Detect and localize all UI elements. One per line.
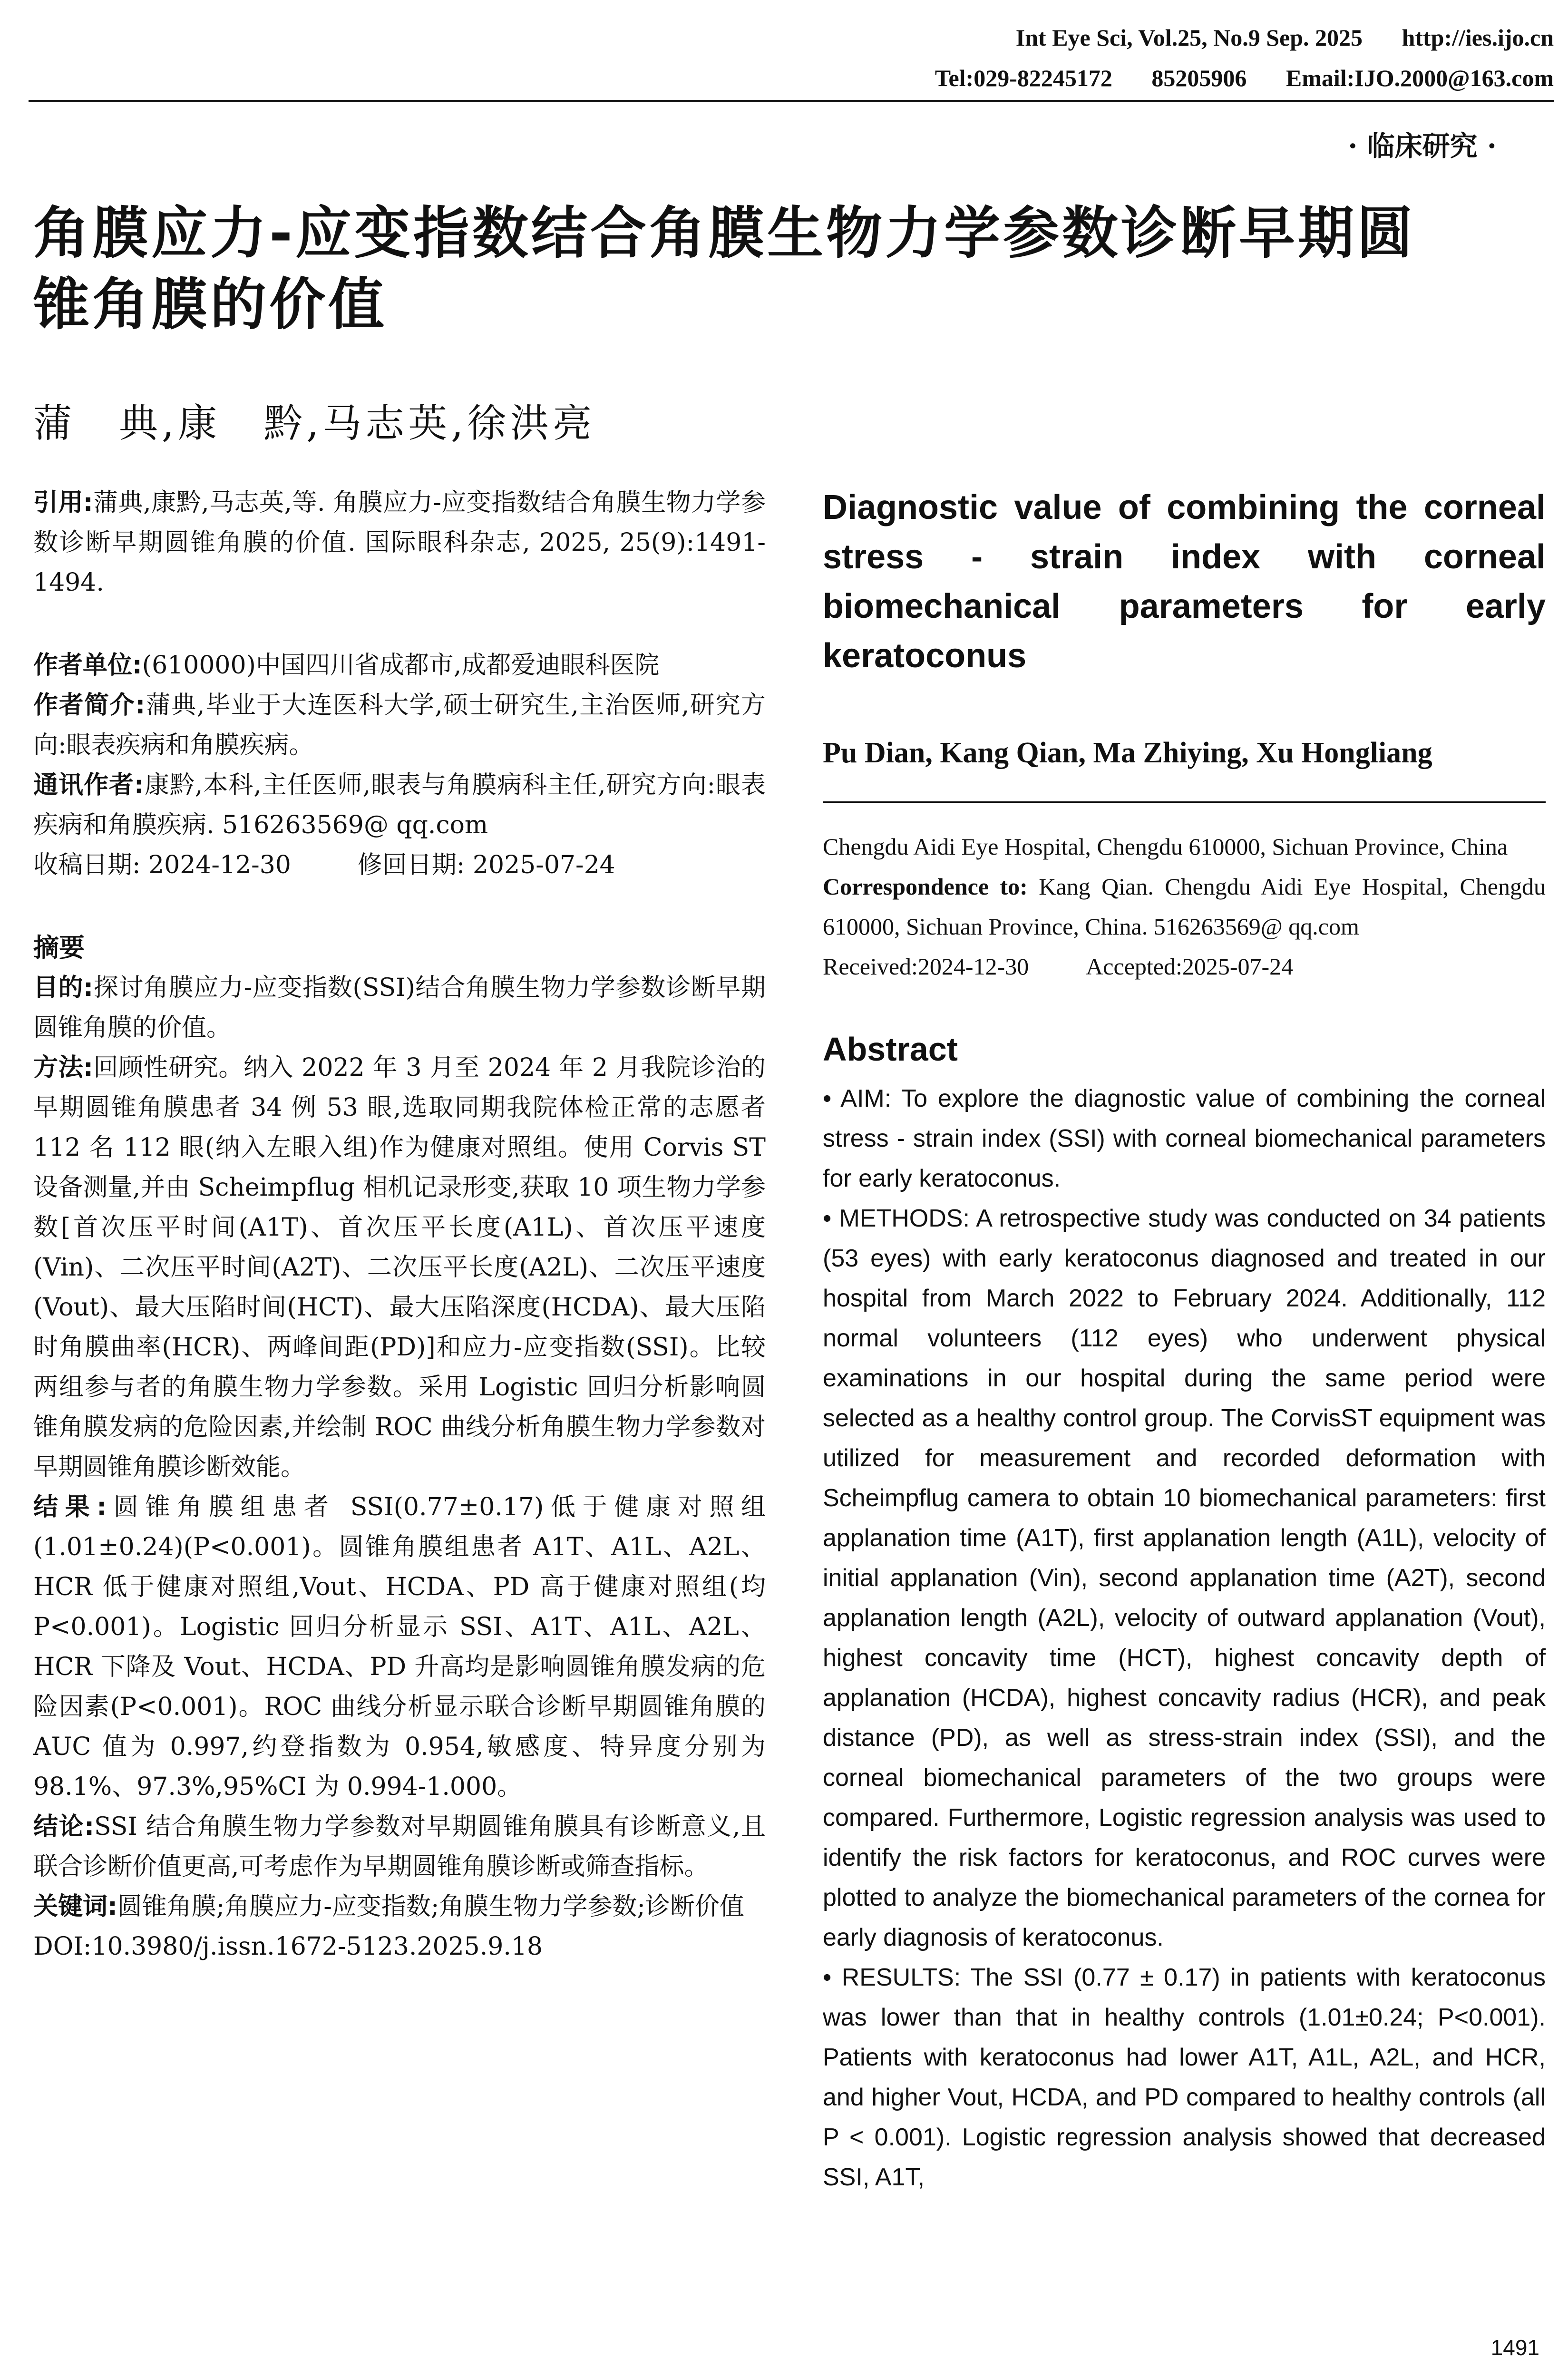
results-en bbox=[823, 1958, 1546, 2197]
article-title-cn-line2: 锥角膜的价值 bbox=[33, 272, 388, 337]
author-bio-label: 作者简介: bbox=[33, 691, 146, 720]
correspondence-en bbox=[823, 867, 1546, 946]
bullet-icon: • bbox=[823, 1964, 832, 1991]
results-label-en: RESULTS: bbox=[841, 1964, 961, 1991]
author-bio-text: 蒲典,毕业于大连医科大学,硕士研究生,主治医师,研究方向:眼表疾病和角膜疾病。 bbox=[33, 691, 766, 760]
journal-info: Int Eye Sci, Vol.25, No.9 Sep. 2025 bbox=[1015, 24, 1363, 51]
journal-url[interactable]: http://ies.ijo.cn bbox=[1402, 24, 1554, 51]
abstract-heading-cn: 摘要 bbox=[33, 933, 85, 963]
conclusion-cn bbox=[33, 1807, 766, 1887]
received-date-en: Received:2024-12-30 bbox=[823, 953, 1029, 980]
doi[interactable]: DOI:10.3980/j.issn.1672-5123.2025.9.18 bbox=[33, 1932, 543, 1961]
citation bbox=[33, 483, 766, 603]
results-text-cn: 圆锥角膜组患者 SSI(0.77±0.17)低于健康对照组(1.01±0.24)(P<0.001)。圆锥角膜组患者 A1T、A1L、A2L、HCR 低于健康对照组,Vout、HCDA、PD 高于健康对照组(均 P<0.001)。Logistic 回归分析显示 SSI、A1T、A1L、A2L、HCR 下降及 Vout、HCDA、PD 升高均是影响圆锥角膜发病的危险因素(P<0.001)。ROC 曲线分析显示联合诊断早期圆锥角膜的 AUC 值为 0.997,约登指数为 0.954,敏感度、特异度分别为 98.1%、97.3%,95%CI 为 0.994-1.000。 bbox=[33, 1493, 766, 1801]
keywords-label-cn: 关键词: bbox=[33, 1892, 117, 1921]
authors-cn: 蒲 典,康 黔,马志英,徐洪亮 bbox=[33, 401, 596, 446]
journal-tel: Tel:029-82245172 bbox=[935, 65, 1112, 91]
author-bio bbox=[33, 685, 766, 765]
aim-en bbox=[823, 1079, 1546, 1198]
author-unit-label: 作者单位: bbox=[33, 651, 142, 680]
methods-text-cn: 回顾性研究。纳入 2022 年 3 月至 2024 年 2 月我院诊治的早期圆锥角膜患者 34 例 53 眼,选取同期我院体检正常的志愿者 112 名 112 眼(纳入左眼入组)作为健康对照组。使用 Corvis ST 设备测量,并由 Scheimpflug 相机记录形变,获取 10 项生物力学参数[首次压平时间(A1T)、首次压平长度(A1L)、首次压平速度(Vin)、二次压平时间(A2T)、二次压平长度(A2L)、二次压平速度(Vout)、最大压陷时间(HCT)、最大压陷深度(HCDA)、最大压陷时角膜曲率(HCR)、两峰间距(PD)]和应力-应变指数(SSI)。比较两组参与者的角膜生物力学参数。采用 Logistic 回归分析影响圆锥角膜发病的危险因素,并绘制 ROC 曲线分析角膜生物力学参数对早期圆锥角膜诊断效能。 bbox=[33, 1053, 766, 1481]
corresponding-label: 通讯作者: bbox=[33, 771, 144, 799]
conclusion-label-cn: 结论: bbox=[33, 1812, 94, 1841]
corresponding-text: 康黔,本科,主任医师,眼表与角膜病科主任,研究方向:眼表疾病和角膜疾病. 516263569@ qq.com bbox=[33, 771, 766, 839]
citation-text: 蒲典,康黔,马志英,等. 角膜应力-应变指数结合角膜生物力学参数诊断早期圆锥角膜的价值. 国际眼科杂志, 2025, 25(9):1491-1494. bbox=[33, 488, 766, 597]
dates-cn bbox=[33, 845, 766, 885]
revised-date-cn: 修回日期: 2025-07-24 bbox=[357, 851, 615, 879]
results-label-cn: 结果: bbox=[33, 1493, 107, 1521]
abstract-heading-en: Abstract bbox=[823, 1031, 958, 1068]
correspondence-label-en: Correspondence to: bbox=[823, 873, 1028, 900]
bullet-icon: • bbox=[823, 1205, 832, 1232]
aim-label-cn: 目的: bbox=[33, 974, 94, 1002]
left-column bbox=[33, 483, 766, 1967]
abstract-en bbox=[823, 1079, 1546, 2197]
citation-label: 引用: bbox=[33, 488, 93, 517]
affiliation-block-en bbox=[823, 827, 1546, 986]
conclusion-text-cn: SSI 结合角膜生物力学参数对早期圆锥角膜具有诊断意义,且联合诊断价值更高,可考虑作为早期圆锥角膜诊断或筛查指标。 bbox=[33, 1812, 766, 1881]
author-unit bbox=[33, 645, 766, 685]
section-tag: · 临床研究 · bbox=[1348, 130, 1497, 162]
correspondence-text-en: Kang Qian. Chengdu Aidi Eye Hospital, Chengdu 610000, Sichuan Province, China. 516263569@ qq.com bbox=[823, 873, 1546, 940]
corresponding-author bbox=[33, 765, 766, 845]
article-title-cn-line1: 角膜应力-应变指数结合角膜生物力学参数诊断早期圆 bbox=[33, 200, 1416, 266]
authors-en: Pu Dian, Kang Qian, Ma Zhiying, Xu Hongliang bbox=[823, 737, 1432, 769]
author-unit-text: (610000)中国四川省成都市,成都爱迪眼科医院 bbox=[142, 651, 660, 680]
aim-cn bbox=[33, 968, 766, 1048]
methods-label-en: METHODS: bbox=[839, 1205, 970, 1232]
right-column bbox=[823, 483, 1546, 2197]
journal-email[interactable]: Email:IJO.2000@163.com bbox=[1286, 65, 1554, 91]
keywords-cn bbox=[33, 1887, 766, 1927]
dates-en bbox=[823, 946, 1546, 986]
page-number: 1491 bbox=[1490, 2335, 1539, 2360]
accepted-date-en: Accepted:2025-07-24 bbox=[1086, 953, 1294, 980]
journal-tel2: 85205906 bbox=[1151, 65, 1247, 91]
received-date-cn: 收稿日期: 2024-12-30 bbox=[33, 851, 291, 879]
authors-rule bbox=[823, 801, 1546, 803]
affiliation-en: Chengdu Aidi Eye Hospital, Chengdu 610000, Sichuan Province, China bbox=[823, 833, 1508, 860]
aim-text-cn: 探讨角膜应力-应变指数(SSI)结合角膜生物力学参数诊断早期圆锥角膜的价值。 bbox=[33, 974, 766, 1042]
journal-header-line1 bbox=[1016, 24, 1554, 51]
methods-en bbox=[823, 1198, 1546, 1958]
article-title-cn bbox=[33, 197, 1546, 340]
aim-label-en: AIM: bbox=[840, 1085, 892, 1112]
methods-text-en: A retrospective study was conducted on 34 patients (53 eyes) with early keratoconus diagnosed and treated in our hospital from March 2022 to February 2024. Additionally, 112 normal volunteers (112 eyes) who underwent physical examinations in our hospital during the same period were selected as a healthy control group. The CorvisST equipment was utilized for measurement and recorded deformation with Scheimpflug camera to obtain 10 biomechanical parameters: first applanation time (A1T), first applanation length (A1L), velocity of initial applanation (Vin), second applanation time (A2T), second applanation length (A2L), velocity of outward applanation (Vout), highest concavity time (HCT), highest concavity depth of applanation (HCDA), highest concavity radius (HCR), and peak distance (PD), as well as stress-strain index (SSI), and the corneal biomechanical parameters of the two groups were compared. Furthermore, Logistic regression analysis was used to identify the risk factors for keratoconus, and ROC curves were plotted to analyze the biomechanical parameters of the cornea for early diagnosis of keratoconus. bbox=[823, 1205, 1546, 1951]
journal-header-line2 bbox=[935, 64, 1554, 92]
methods-label-cn: 方法: bbox=[33, 1053, 93, 1082]
methods-cn bbox=[33, 1048, 766, 1487]
bullet-icon: • bbox=[823, 1085, 832, 1112]
aim-text-en: To explore the diagnostic value of combining the corneal stress - strain index (SSI) with corneal biomechanical parameters for early keratoconus. bbox=[823, 1085, 1546, 1192]
header-rule bbox=[29, 100, 1554, 102]
keywords-text-cn: 圆锥角膜;角膜应力-应变指数;角膜生物力学参数;诊断价值 bbox=[117, 1892, 744, 1921]
results-cn bbox=[33, 1487, 766, 1807]
results-text-en: The SSI (0.77 ± 0.17) in patients with keratoconus was lower than that in healthy controls (1.01±0.24; P<0.001). Patients with keratoconus had lower A1T, A1L, A2L, and HCR, and higher Vout, HCDA, and PD compared to healthy controls (all P < 0.001). Logistic regression analysis showed that decreased SSI, A1T, bbox=[823, 1964, 1546, 2191]
article-title-en: Diagnostic value of combining the corneal stress - strain index with corneal biomechanical parameters for early keratoconus bbox=[823, 488, 1546, 675]
